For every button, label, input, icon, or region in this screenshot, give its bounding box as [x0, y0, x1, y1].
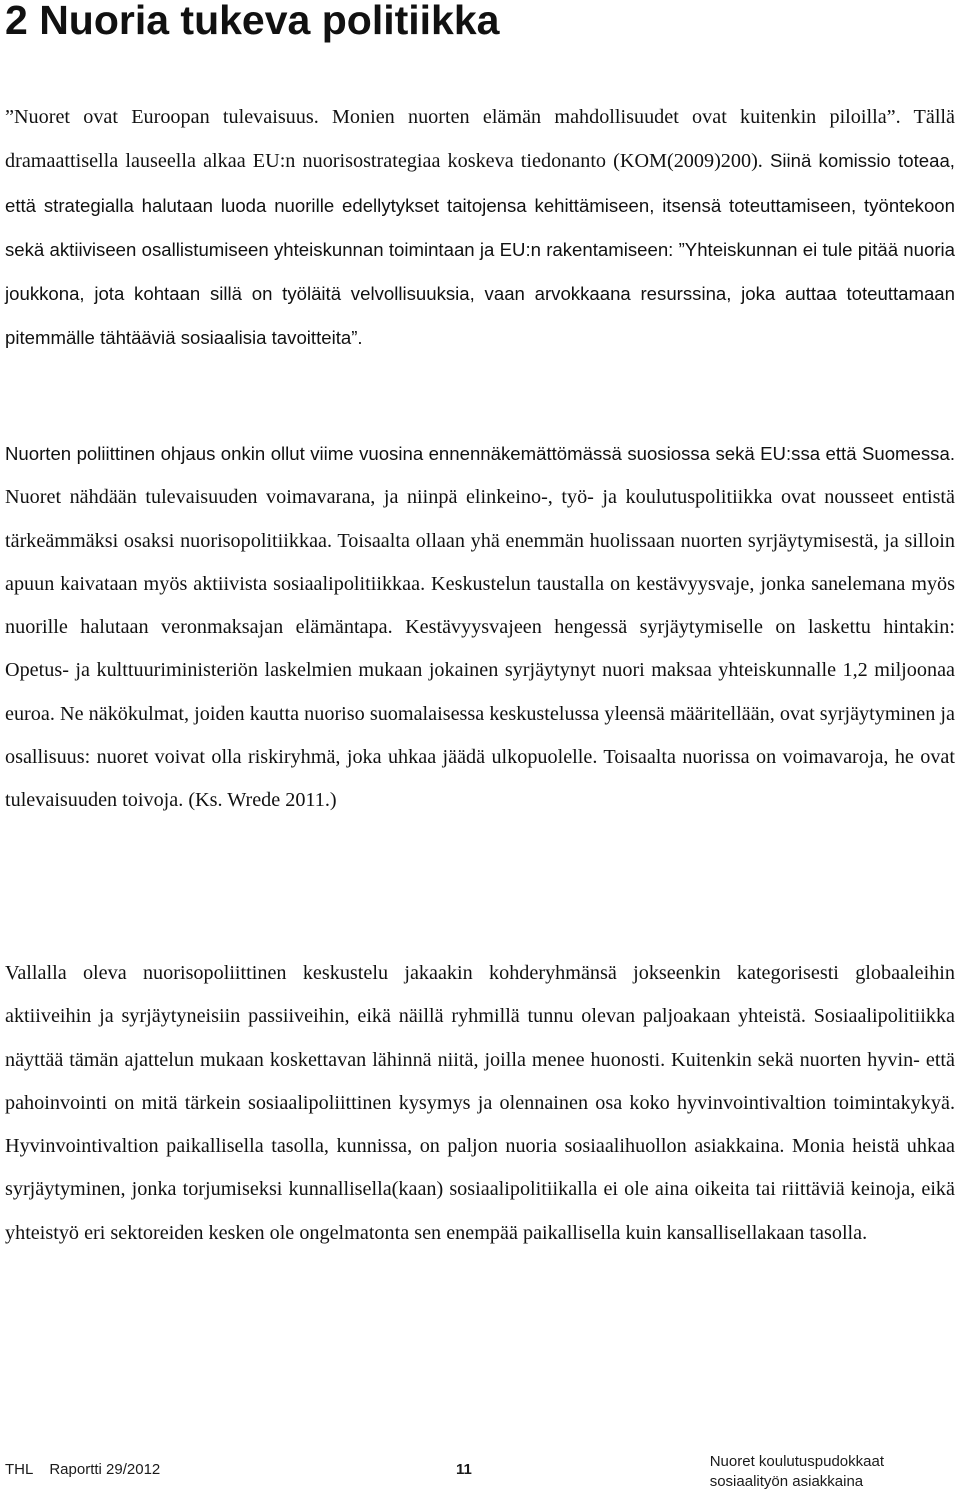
footer-report-info — [5, 1460, 160, 1480]
paragraph-1 — [5, 96, 955, 361]
footer-title-line-2: sosiaalityön asiakkaina — [709, 1473, 864, 1490]
footer-report-title — [710, 1452, 884, 1492]
paragraph-3 — [5, 952, 955, 1255]
footer-page-number: 11 — [456, 1461, 472, 1478]
paragraph-2-segment-1: Nuorten poliittinen ohjaus onkin ollut viime vuosina ennennäkemättömässä suosiossa sekä EU:ssa että Suomessa. — [5, 443, 955, 464]
paragraph-3-segment-1: Vallalla oleva nuorisopoliittinen keskustelu jakaakin kohderyhmänsä jokseenkin kategorisesti globaaleihin aktiiveihin ja syrjäytyneisiin passiiveihin, eikä näillä ryhmillä tunnu olevan paljoakaan yhteistä. Sosiaalipolitiikka näyttää tämän ajattelun mukaan koskettavan lähinnä niitä, joilla menee huonosti. Kuitenkin sekä nuorten hyvin- että pahoinvointi on mitä tärkein sosiaalipoliittinen kysymys ja olennainen osa koko hyvinvointivaltion toimintakykyä. Hyvinvointivaltion paikallisella tasolla, kunnissa, on paljon nuoria sosiaalihuollon asiakkaina. Monia heistä uhkaa syrjäytyminen, jonka torjumiseksi kunnallisella(kaan) sosiaalipolitiikalla ei ole aina oikeita tai riittäviä keinoja, eikä yhteistyö eri sektoreiden kesken ole ongelmatonta sen enempää paikallisella kuin kansallisellakaan tasolla. — [5, 962, 955, 1244]
footer-report: Raportti 29/2012 — [49, 1461, 161, 1478]
paragraph-2 — [5, 432, 955, 823]
footer-publisher: THL — [5, 1461, 34, 1478]
paragraph-1-segment-2: Siinä komissio toteaa, että strategialla halutaan luoda nuorille edellytykset taitojensa kehittämiseen, itsensä toteuttamiseen, työntekoon sekä aktiiviseen osallistumiseen yhteiskunnan toimintaan ja EU:n rakentamiseen: ”Yhteiskunnan ei tule pitää nuoria joukkona, jota kohtaan sillä on työläitä velvollisuuksia, vaan arvokkaana resurssina, joka auttaa toteuttamaan pitemmälle tähtääviä sosiaalisia tavoitteita”. — [5, 150, 955, 349]
paragraph-1-segment-1: ”Nuoret ovat Euroopan tulevaisuus. Monien nuorten elämän mahdollisuudet ovat kuitenkin piloilla”. Tällä dramaattisella lauseella alkaa EU:n nuorisostrategiaa koskeva tiedonanto (KOM(2009)200). — [5, 106, 955, 173]
page-title: 2 Nuoria tukeva politiikka — [5, 0, 500, 43]
footer-title-line-1: Nuoret koulutuspudokkaat — [709, 1453, 884, 1470]
paragraph-2-segment-2: Nuoret nähdään tulevaisuuden voimavarana, ja niinpä elinkeino-, työ- ja koulutuspolitiikka ovat nousseet entistä tärkeämmäksi osaksi nuorisopolitiikkaa. Toisaalta ollaan yhä enemmän huolissaan nuorten syrjäytymisestä, ja silloin apuun kaivataan myös aktiivista sosiaalipolitiikkaa. Keskustelun taustalla on kestävyysvaje, jonka sanelemana myös nuorille halutaan veronmaksajan elämäntapa. Kestävyysvajeen hengessä syrjäytymiselle on laskettu hintakin: Opetus- ja kulttuuriministeriön laskelmien mukaan jokainen syrjäytynyt nuori maksaa yhteiskunnalle 1,2 miljoonaa euroa. Ne näkökulmat, joiden kautta nuoriso suomalaisessa keskustelussa yleensä määritellään, ovat syrjäytyminen ja osallisuus: nuoret voivat olla riskiryhmä, joka uhkaa jäädä ulkopuolelle. Toisaalta nuorissa on voimavaroja, he ovat tulevaisuuden toivoja. (Ks. Wrede 2011.) — [5, 486, 955, 812]
